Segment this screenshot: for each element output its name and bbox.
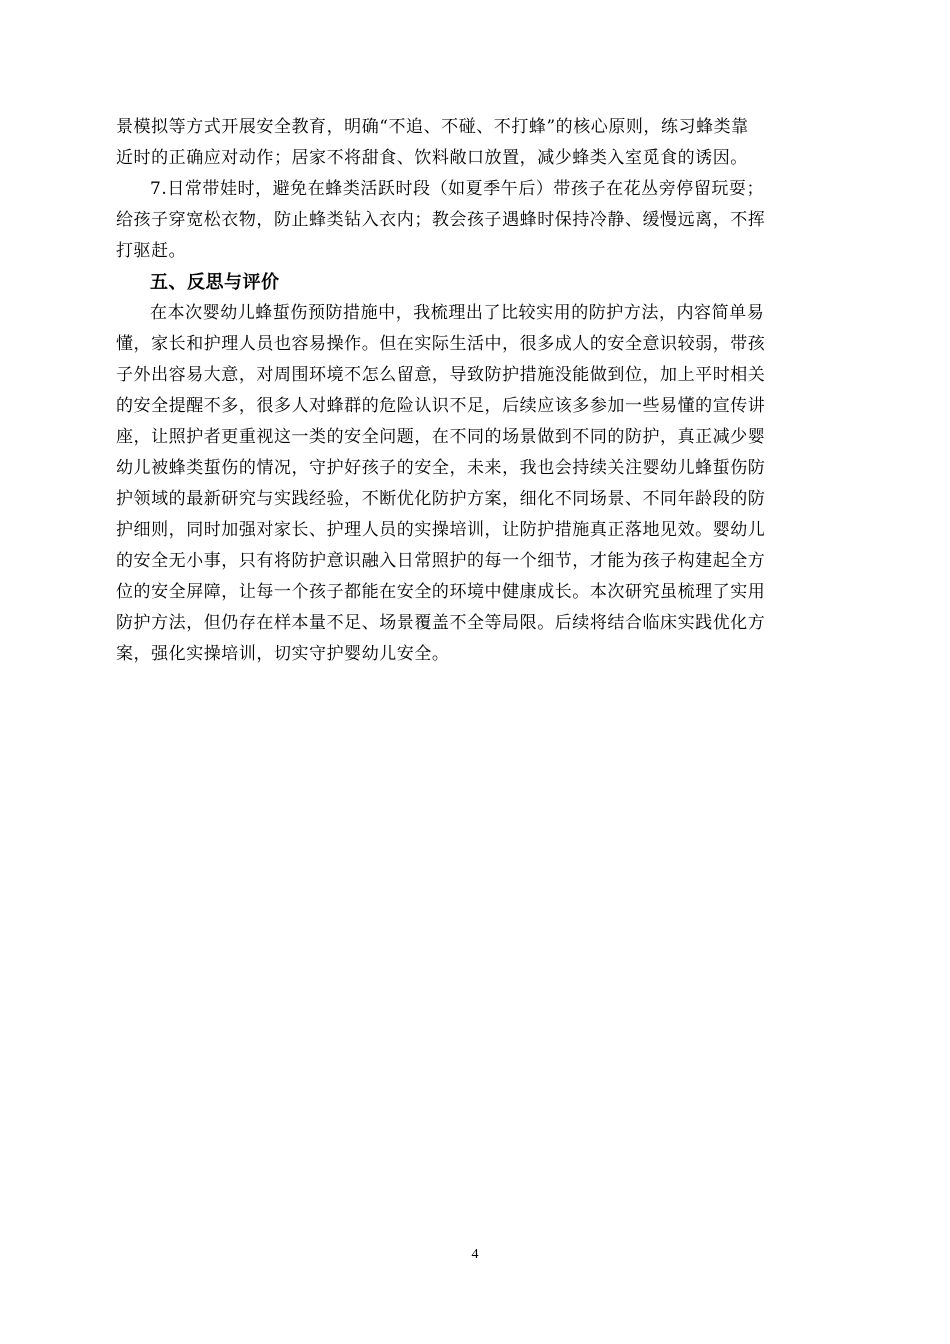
document-body bbox=[116, 112, 836, 670]
section-heading: 五、反思与评价 bbox=[150, 272, 280, 293]
paragraph-line: 防护方法，但仍存在样本量不足、场景覆盖不全等局限。后续将结合临床实践优化方 bbox=[116, 613, 766, 633]
paragraph-line: 子外出容易大意，对周围环境不怎么留意，导致防护措施没能做到位，加上平时相关 bbox=[116, 365, 766, 385]
paragraph-line: 护细则，同时加强对家长、护理人员的实操培训，让防护措施真正落地见效。婴幼儿 bbox=[116, 520, 766, 540]
paragraph-line: 懂，家长和护理人员也容易操作。但在实际生活中，很多成人的安全意识较弱，带孩 bbox=[116, 334, 766, 354]
list-item-7-line: 打驱赶。 bbox=[116, 241, 187, 261]
paragraph-line: 在本次婴幼儿蜂蜇伤预防措施中，我梳理出了比较实用的防护方法，内容简单易 bbox=[150, 303, 765, 323]
paragraph-line: 座，让照护者更重视这一类的安全问题，在不同的场景做到不同的防护，真正减少婴 bbox=[116, 427, 766, 447]
list-item-7-line: 给孩子穿宽松衣物，防止蜂类钻入衣内；教会孩子遇蜂时保持冷静、缓慢远离，不挥 bbox=[116, 210, 766, 230]
body-line: 景模拟等方式开展安全教育，明确“不追、不碰、不打蜂”的核心原则，练习蜂类靠 bbox=[116, 117, 749, 137]
paragraph-line: 案，强化实操培训，切实守护婴幼儿安全。 bbox=[116, 644, 450, 664]
body-line: 近时的正确应对动作；居家不将甜食、饮料敞口放置，减少蜂类入室觅食的诱因。 bbox=[116, 148, 748, 168]
list-item-7-line: 7.日常带娃时，避免在蜂类活跃时段（如夏季午后）带孩子在花丛旁停留玩耍； bbox=[150, 179, 765, 199]
paragraph-line: 幼儿被蜂类蜇伤的情况，守护好孩子的安全，未来，我也会持续关注婴幼儿蜂蜇伤防 bbox=[116, 458, 766, 478]
paragraph-line: 的安全提醒不多，很多人对蜂群的危险认识不足，后续应该多参加一些易懂的宣传讲 bbox=[116, 396, 766, 416]
paragraph-line: 护领域的最新研究与实践经验，不断优化防护方案，细化不同场景、不同年龄段的防 bbox=[116, 489, 766, 509]
page-number: 4 bbox=[471, 1247, 479, 1262]
paragraph-line: 位的安全屏障，让每一个孩子都能在安全的环境中健康成长。本次研究虽梳理了实用 bbox=[116, 582, 766, 602]
paragraph-line: 的安全无小事，只有将防护意识融入日常照护的每一个细节，才能为孩子构建起全方 bbox=[116, 551, 766, 571]
